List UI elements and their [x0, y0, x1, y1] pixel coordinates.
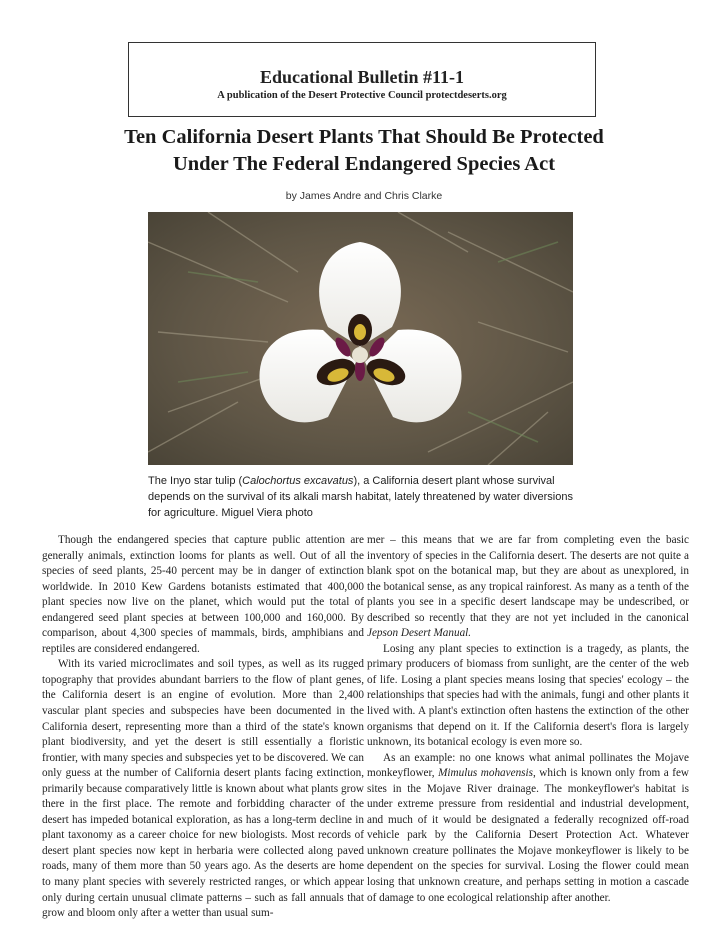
body-paragraph-2: With its varied microclimates and soil types, as well as its rugged topography that provides abundant barriers to the flow of plant genes, the California desert is an engine of evolution. More than 2,400 vascular plant species and subspecies have been documented in the California desert, representing more than a third of the state's known plant biodiversity, and yet the desert is still essentially a floristic frontier, with many species and subspecies yet to be discovered. We can only guess at the number of California desert plants facing extinction, primarily because comparatively little is known about what plants grow there in the first place. The remote and forbidding character of the desert has impeded botanical exploration, as has a long-term decline in plant taxonomy as a career choice for new biologists. Most records of desert plant species now kept in herbaria were collected along paved roads, many of them more than 50 years ago. As the deserts are home to many plant species with severely restricted ranges, or which appear only during certain unusual climate patterns – such as fall annuals that grow and bloom only after a wetter than usual sum-	[42, 658, 364, 920]
bulletin-header-box	[128, 42, 596, 117]
caption-text-after: ), a California desert plant whose survival depends on the survival of its alkali marsh habitat, lately threatened by water diversions for agriculture. Miguel Viera photo	[148, 475, 573, 519]
publication-line: A publication of the Desert Protective Council protectdeserts.org	[217, 90, 507, 101]
flower-photo	[148, 212, 573, 465]
paragraph-4-text-after: , which is known only from a few sites in the Mojave River drainage. The monkeyflower's habitat is under extreme pressure from residential and industrial development, and much of it would be designated a federally recognized off-road vehicle park by the California Desert Protection Act. Whatever unknown creature pollinates the Mojave monkeyflower is likely to be dependent on the species for survival. Losing the flower could mean losing that unknown creature, and perhaps setting in motion a cascade of damage to one ecological relationship after another.	[367, 767, 689, 904]
caption-species-name: Calochortus excavatus	[242, 475, 354, 487]
paragraph-4-text-before: As an example: no one knows what animal pollinates the Mojave monkeyflower,	[367, 751, 689, 780]
article-title-line-2: Under The Federal Endangered Species Act	[172, 153, 556, 175]
body-paragraph-3: Losing any plant species to extinction is a tragedy, as plants, the primary producers of biomass from sunlight, are the center of the web of life. Losing a plant species means losing that species' ecology – the relationships that species had with the animals, fungi and other plants it lived with. A plant's extinction often hastens the extinction of the other organisms that depend on it. If the California desert's flora is largely unknown, its botanical ecology is even more so.	[367, 642, 689, 749]
photo-caption	[148, 473, 578, 521]
body-column-left	[42, 533, 364, 922]
bulletin-title: Educational Bulletin #11-1	[259, 67, 465, 87]
body-paragraph-2-continued	[367, 533, 689, 642]
article-title-line-1: Ten California Desert Plants That Should Be Protected	[124, 126, 604, 148]
monkeyflower-species-name: Mimulus mohavensis	[438, 767, 533, 780]
body-paragraph-4	[367, 751, 689, 906]
jepson-manual-title: Jepson Desert Manual.	[367, 627, 472, 640]
byline: by James Andre and Chris Clarke	[285, 190, 443, 202]
caption-text-before: The Inyo star tulip (	[148, 475, 243, 487]
body-column-right	[367, 533, 689, 906]
article-title	[80, 124, 648, 178]
body-paragraph-1: Though the endangered species that capture public attention are generally animals, extinction looms for plants as well. Out of all the species of seed plants, 25-40 percent may be in danger of extinction worldwide. In 2010 Kew Gardens botanists estimated that 400,000 plant species now live on the planet, which would put the total of endangered seed plant species at between 100,000 and 160,000. By comparison, about 4,300 species of mammals, birds, amphibians and reptiles are considered endangered.	[42, 534, 364, 655]
paragraph-2-continued-text: mer – this means that we are far from completing even the basic inventory of species in the California desert. The deserts are not quite a blank spot on the botanical map, but they are about as unexplored, in the botanical sense, as any tropical rainforest. As many as a tenth of the plants you see in a specific desert landscape may be undescribed, or described so recently that they are not yet included in the canonical	[367, 534, 689, 624]
